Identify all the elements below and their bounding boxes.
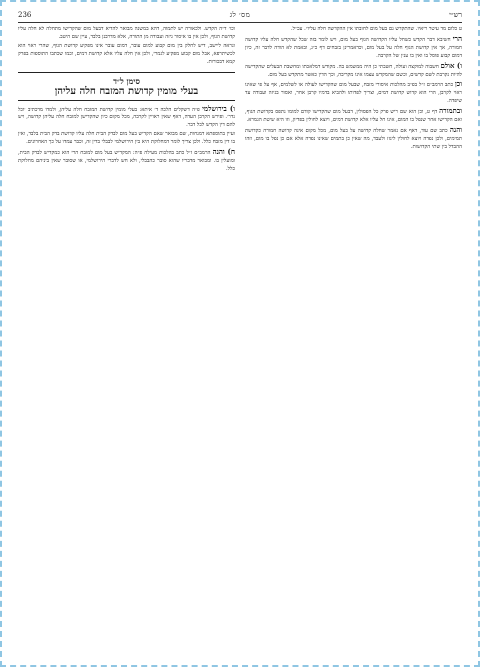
section-number: סימן ל״ד — [113, 75, 140, 86]
paragraph-text: דף ט, וכן הוא שם ריש פרק כל הפסולין, דבעל מום שהקדישו קודם למומו נתפס בקדושת הגוף, ואם הקדישו אחר שנפל בו המום, אינו חל עליו אלא קדושת דמים, ויוצא לחולין בפדיון, וזו היא שיטת הגמרא. — [245, 109, 462, 124]
paragraph-text: ט כלום מד עיטר ריאיו. שהתקדש גם בעל מום לחובתו אין ההקדשה חלה עליו״. עכ״ל. — [290, 26, 462, 32]
paragraph-lead-word: ו) בירושלמי — [202, 103, 235, 113]
paragraph — [245, 62, 462, 80]
paragraph-text: וכו׳ ד״ה הקדש. ולכאורה יש לתמוה, דהא במשנה מבואר להדיא דבעל מום שהקדישו מתחלה לא חלה עליו קדושת הגוף, ולכן אין בו איסור גיזה ועבודה מן התורה, אלא מדרבנן בלבד, עיין שם היטב. — [18, 26, 235, 40]
header-title: מס׳ לג — [229, 11, 251, 19]
paragraph-lead-word: והנה — [449, 124, 462, 134]
paragraph-text: כתב הרמב״ם ז״ל בפ״ב מהלכות איסורי מזבח, שבעל מום שהקדישו לעולה או לשלמים, אף על פי שאינו ראוי לקרבן, הרי הוא קדוש קדושת דמים, וצריך לפדותו ולהביא בדמיו קרבן אחר, ואסור בגיזה ועבודה עד שיפדה. — [245, 82, 462, 105]
paragraph — [18, 43, 235, 67]
left-column — [18, 26, 235, 651]
section-heading — [18, 72, 235, 101]
header-right: רש״י — [449, 11, 462, 19]
paragraph — [18, 131, 235, 147]
page-number: 236 — [18, 11, 32, 19]
paragraph-lead-word: ובתמורה — [439, 106, 462, 116]
paragraph — [245, 26, 462, 34]
paragraph-text: הרמב״ם ז״ל כתב בהלכות מעילה פ״ה: המקדיש בעל מום למזבח הרי הוא כמקדיש לבדק הבית, ומועלין בו. ומבואר מדבריו שהוא סובר כהבבלי, ולא חש לדברי הירושלמי, או שסובר שאין ביניהם מחלוקת כלל. — [18, 150, 235, 172]
paragraph-text: כתב שם עוד, דאף אם נאמר שחלה קדושה על בעל מום, מכל מקום אינה קדושה חמורה כקדושת תמימים, ולכן נפדה ויוצא לחולין ליגזז ולעבד, מה שאין כן בתמים שאינו נפדה אלא אם כן נפל בו מום, וזהו ההבדל בין שתי הקדושות. — [245, 127, 462, 150]
paragraph-lead-word: ח) והנה — [212, 147, 235, 157]
paragraph-text: ועיין בתוספתא דמנחות, שם מבואר שאם הקדיש בעל מום לבדק הבית חלה עליו קדושת בדק הבית בלבד, ואין בו דין מזבח כלל. ולכן צריך לומר דמחלוקת היא בין הירושלמי לבבלי בדין זה, וכבר עמדו על כך האחרונים. — [18, 131, 235, 146]
paragraph — [245, 126, 462, 152]
right-column — [245, 26, 462, 651]
paragraph — [245, 80, 462, 106]
running-header — [18, 8, 462, 23]
text-columns — [18, 26, 462, 651]
paragraph-text: ונראה ליישב, דיש לחלק בין מום קבוע למום עובר, דמום עובר אינו מפקיע קדושת הגוף, שהרי ראוי הוא לכשיתרפא, אבל מום קבוע מפקיע לגמרי, ולכן אין חלה עליו אלא קדושת דמים, וכמו שכתבו התוספות בפרק קמא דבכורות. — [18, 42, 235, 65]
paragraph — [245, 107, 462, 125]
paragraph-lead-word: הרי — [452, 33, 462, 43]
paragraph-lead-word: וכן — [455, 79, 462, 89]
paragraph — [245, 35, 462, 61]
paragraph — [18, 148, 235, 174]
paragraph-lead-word: ו) אולם — [440, 60, 462, 70]
paragraph — [18, 26, 235, 42]
paragraph — [18, 105, 235, 131]
paragraph-text: חשיבא דבר הקדש כשחל עליו הקדושה הגוף בעל מום, ויש לומר בזה שכל שהקדש חלה עליו קדושה חמורה, אך אין קדושת הגוף חלה על בעל מום, וכדאמרינן בזבחים דף כ״ג, ובאמת לא הודה לדבר זה, כיון דמום קבוע פוסל בו ואין בו ענין של הקרבה. — [245, 36, 462, 59]
section-title: בעלי מומין קדושת המזבח חלה עליהן — [54, 85, 199, 97]
paragraph-text: חשבוה למוקצה ועולה, חשבתי כן היה ממשמש בה. מקודש דמלאכתו ומחשבת הבעלים שהקדישה להיות נקרבת לשם קדשים, וכשם שהמקדש עצמו אינו מקריבה, וכך הדין כאשר מתקדש בעל מום. — [245, 63, 462, 78]
paragraph-text: פ״ה דשקלים הלכה ד׳ איתא: בעלי מומין קדושת המזבח חלה עליהן, ולמדו מדכתיב ׳וכל נדר׳. ופירש הקרבן העדה, דאף שאין ראויין לקרבה, מכל מקום כיון שהקדישן למזבח חלה עליהן קדושה, ויש להם דין הקדש לכל דבר. — [18, 106, 235, 129]
